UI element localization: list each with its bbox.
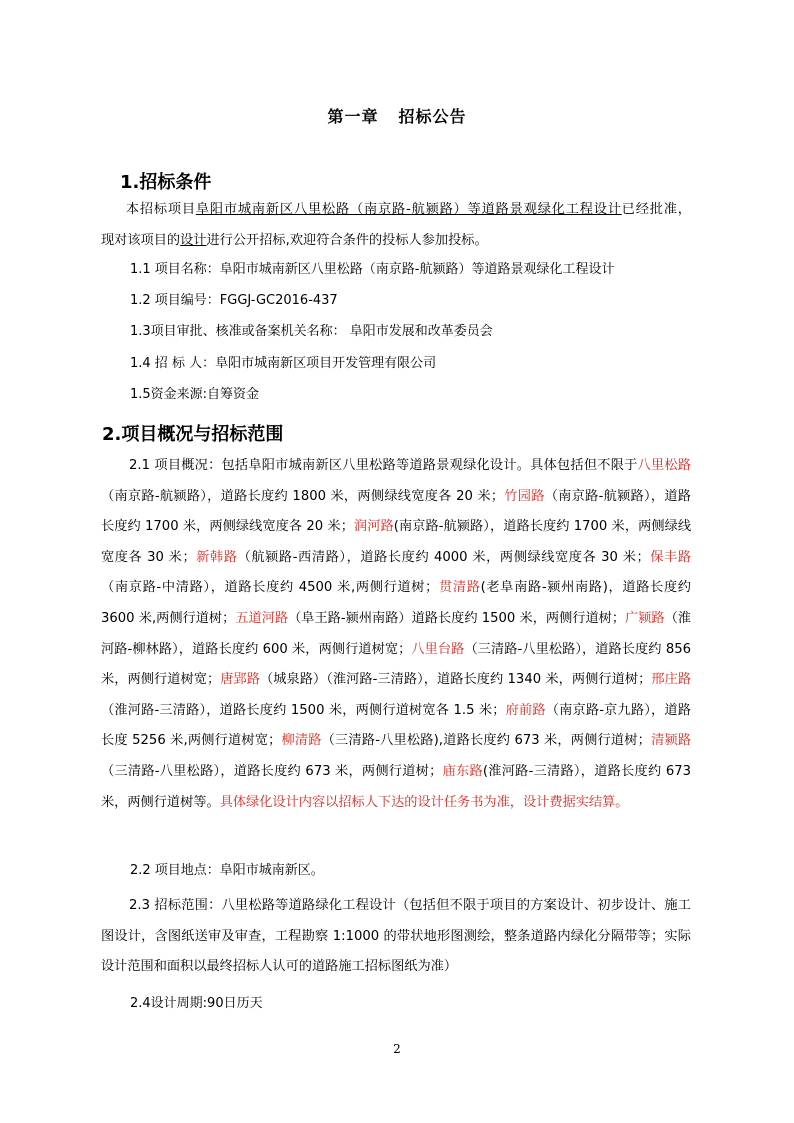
- road-name-highlight: 保丰路: [649, 549, 692, 565]
- item-1-5: 1.5资金来源:自筹资金: [130, 387, 260, 402]
- road-name-highlight: 八里松路: [637, 458, 691, 473]
- chapter-number: 第一章: [327, 107, 379, 126]
- intro-text-a: 本招标项目: [125, 202, 196, 217]
- chapter-name: 招标公告: [398, 107, 467, 126]
- road-name-highlight: 广颍路: [625, 610, 665, 626]
- overview-text: (南京路-航颍路），道路长度约 1700 米，两侧绿线宽度各 30 米；: [101, 519, 692, 565]
- road-name-highlight: 竹园路: [504, 488, 545, 504]
- section-1-intro: [101, 195, 691, 256]
- overview-text: （城泉路）（淮河路-三清路），道路长度约 1340 米，两侧行道树；: [259, 672, 652, 688]
- road-name-highlight: 庙东路: [442, 763, 483, 779]
- road-name-highlight: 柳清路: [281, 733, 322, 749]
- overview-text: （南京路-航颍路），道路长度约 1700 米，两侧绿线宽度各 20 米；: [101, 488, 691, 535]
- overview-text: （三清路-八里松路），道路长度约 856 米，两侧行道树宽；: [101, 641, 691, 688]
- section-2-heading: 2.项目概况与招标范围: [102, 424, 284, 445]
- intro-text-d: 进行公开招标,欢迎符合条件的投标人参加投标。: [206, 232, 488, 248]
- overview-text: 2.1 项目概况：包括阜阳市城南新区八里松路等道路景观绿化设计。具体包括但不限于: [129, 458, 638, 473]
- tender-scope-paragraph: [101, 891, 691, 983]
- overview-text: （三清路-八里松路),道路长度约 673 米，两侧行道树；: [321, 733, 651, 749]
- overview-text: （南京路-航颍路），道路长度约 1800 米，两侧绿线宽度各 20 米；: [101, 488, 505, 504]
- road-name-highlight: 新韩路: [195, 549, 238, 565]
- project-location: 2.2 项目地点：阜阳市城南新区。: [130, 863, 324, 878]
- overview-text: （南京路-中清路），道路长度约 4500 米,两侧行道树；: [101, 580, 439, 596]
- road-name-highlight: 邢庄路: [651, 672, 692, 688]
- road-name-highlight: 清颍路: [650, 733, 692, 749]
- page-number: 2: [393, 1042, 401, 1056]
- overview-text: （航颍路-西清路），道路长度约 4000 米，两侧绿线宽度各 30 米；: [237, 549, 650, 565]
- road-name-highlight: 府前路: [505, 702, 546, 718]
- overview-text: （南京路-京九路），道路长度 5256 米,两侧行道树宽；: [101, 702, 691, 749]
- intro-design: 设计: [180, 232, 207, 248]
- chapter-title: [0, 104, 794, 127]
- overview-text: （淮河路-三清路），道路长度约 1500 米，两侧行道树宽各 1.5 米；: [101, 702, 506, 718]
- road-name-highlight: 润河路: [353, 519, 394, 535]
- section-1-heading: 1.招标条件: [120, 172, 212, 193]
- item-1-2: 1.2 项目编号：FGGJ-GC2016-437: [130, 293, 338, 308]
- intro-text-c: 现对该项目的: [101, 232, 181, 248]
- item-1-1: 1.1 项目名称：阜阳市城南新区八里松路（南京路-航颍路）等道路景观绿化工程设计: [130, 262, 615, 277]
- design-period: 2.4设计周期:90日历天: [130, 996, 263, 1011]
- overview-text: （淮河路-柳林路），道路长度约 600 米，两侧行道树宽；: [101, 610, 692, 657]
- intro-text-b: 已经批准，: [621, 202, 691, 217]
- road-name-highlight: 五道河路: [235, 610, 289, 626]
- overview-text: (老阜南路-颍州南路)，道路长度约 3600 米,两侧行道树；: [101, 580, 691, 626]
- overview-text: （阜王路-颍州南路）道路长度约 1500 米，两侧行道树；: [288, 610, 626, 626]
- overview-text: (淮河路-三清路），道路长度约 673 米，两侧行道树等。: [101, 763, 692, 810]
- road-name-highlight: 唐郢路: [220, 672, 260, 688]
- road-name-highlight: 贯清路: [438, 580, 481, 596]
- road-name-highlight: 八里台路: [411, 641, 465, 657]
- tender-scope-text: 2.3 招标范围：八里松路等道路绿化工程设计（包括但不限于项目的方案设计、初步设计、施工图设计，含图纸送审及审查，工程勘察 1:1000 的带状地形图测绘，整条道路内绿化分隔带等；实际设计范围和面积以最终招标人认可的道路施工招标图纸为准）: [101, 898, 691, 975]
- project-overview-paragraph: [101, 451, 691, 818]
- road-name-highlight: 具体绿化设计内容以招标人下达的设计任务书为准，设计费据实结算。: [219, 794, 629, 810]
- item-1-4: 1.4 招 标 人：阜阳市城南新区项目开发管理有限公司: [130, 356, 437, 371]
- overview-text: （三清路-八里松路），道路长度约 673 米，两侧行道树；: [101, 763, 443, 779]
- intro-project-name: 阜阳市城南新区八里松路（南京路-航颍路）等道路景观绿化工程设计: [195, 202, 622, 217]
- item-1-3: 1.3项目审批、核准或备案机关名称： 阜阳市发展和改革委员会: [130, 324, 493, 339]
